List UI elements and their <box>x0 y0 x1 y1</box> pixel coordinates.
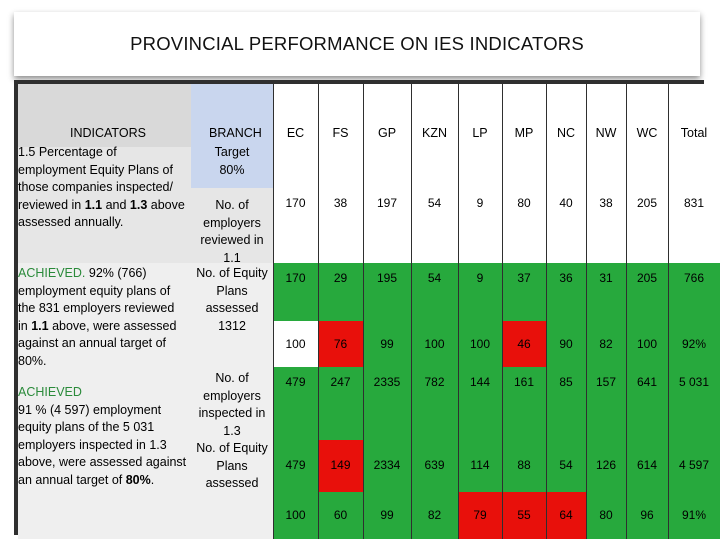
value-cell-inspected: 85 <box>546 367 586 440</box>
column-header-nw: NW <box>586 84 626 148</box>
value-cell-pct1: 100 <box>273 321 318 367</box>
target-empty-cell <box>546 148 586 188</box>
value-cell-equity_assessed: 37 <box>502 263 546 321</box>
target-empty-cell <box>626 148 668 188</box>
target-empty-cell <box>586 148 626 188</box>
column-header-lp: LP <box>458 84 502 148</box>
value-cell-pct1: 90 <box>546 321 586 367</box>
value-cell-pct1: 100 <box>411 321 458 367</box>
grid-line <box>546 84 547 539</box>
column-header-ec: EC <box>273 84 318 148</box>
slide-title: PROVINCIAL PERFORMANCE ON IES INDICATORS <box>130 33 584 54</box>
title-box <box>14 12 700 76</box>
column-header-gp: GP <box>363 84 411 148</box>
value-cell-pct1: 99 <box>363 321 411 367</box>
value-cell-pct2: 60 <box>318 492 363 539</box>
value-cell-inspected: 479 <box>273 367 318 440</box>
value-cell-pct2: 55 <box>502 492 546 539</box>
grid-line <box>502 84 503 539</box>
branch-reviewed-label: No. of employers reviewed in 1.1 <box>200 198 264 265</box>
value-cell-equity_assessed: 31 <box>586 263 626 321</box>
achieved1-text: ACHIEVED. 92% (766) employment equity plans of the 831 employers reviewed in 1.1 above, were assessed against an annual target of 80%. <box>18 266 177 368</box>
grid-line <box>626 84 627 539</box>
value-cell-equity_assessed: 195 <box>363 263 411 321</box>
value-cell-pct2: 80 <box>586 492 626 539</box>
achieved2-text: ACHIEVED 91 % (4 597) employment equity plans of the 5 031 employers inspected in 1.3 above, were assessed against an annual target of 80%. <box>18 385 187 487</box>
grid-line <box>273 84 274 539</box>
value-cell-reviewed: 38 <box>586 188 626 263</box>
value-cell-pct1: 92% <box>668 321 720 367</box>
value-cell-pct1: 82 <box>586 321 626 367</box>
value-cell-inspected: 782 <box>411 367 458 440</box>
value-cell-pct2: 99 <box>363 492 411 539</box>
value-cell-pct2: 100 <box>273 492 318 539</box>
value-cell-inspected: 157 <box>586 367 626 440</box>
grid-line <box>668 84 669 539</box>
value-cell-reviewed: 170 <box>273 188 318 263</box>
target-empty-cell <box>363 148 411 188</box>
value-cell-equity_assessed2: 114 <box>458 440 502 492</box>
value-cell-equity_assessed: 54 <box>411 263 458 321</box>
value-cell-pct1: 46 <box>502 321 546 367</box>
value-cell-reviewed: 54 <box>411 188 458 263</box>
value-cell-inspected: 2335 <box>363 367 411 440</box>
target-empty-cell <box>668 148 720 188</box>
target-empty-cell <box>273 148 318 188</box>
value-cell-equity_assessed2: 4 597 <box>668 440 720 492</box>
column-header-wc: WC <box>626 84 668 148</box>
grid-line <box>458 84 459 539</box>
value-cell-inspected: 5 031 <box>668 367 720 440</box>
value-cell-equity_assessed2: 88 <box>502 440 546 492</box>
branch-equity-label: No. of Equity Plans assessed 1312 <box>196 266 268 333</box>
value-cell-reviewed: 197 <box>363 188 411 263</box>
grid-line <box>586 84 587 539</box>
value-cell-equity_assessed2: 614 <box>626 440 668 492</box>
indicators-header: INDICATORS <box>70 126 146 140</box>
value-cell-pct1: 76 <box>318 321 363 367</box>
column-header-mp: MP <box>502 84 546 148</box>
target-empty-cell <box>502 148 546 188</box>
value-cell-equity_assessed: 29 <box>318 263 363 321</box>
value-cell-inspected: 247 <box>318 367 363 440</box>
value-cell-pct2: 64 <box>546 492 586 539</box>
column-header-nc: NC <box>546 84 586 148</box>
value-cell-equity_assessed2: 2334 <box>363 440 411 492</box>
value-cell-equity_assessed2: 639 <box>411 440 458 492</box>
value-cell-equity_assessed: 9 <box>458 263 502 321</box>
value-cell-pct1: 100 <box>626 321 668 367</box>
value-cell-pct1: 100 <box>458 321 502 367</box>
value-cell-equity_assessed: 170 <box>273 263 318 321</box>
indicator-description: 1.5 Percentage of employment Equity Plans of those companies inspected/ reviewed in 1.1 and 1.3 above assessed annually. <box>18 145 185 229</box>
column-header-kzn: KZN <box>411 84 458 148</box>
value-cell-reviewed: 80 <box>502 188 546 263</box>
value-cell-reviewed: 9 <box>458 188 502 263</box>
value-cell-pct2: 91% <box>668 492 720 539</box>
grid-line <box>318 84 319 539</box>
grid-line <box>411 84 412 539</box>
value-cell-pct2: 82 <box>411 492 458 539</box>
column-header-fs: FS <box>318 84 363 148</box>
target-label: Target 80% <box>214 145 250 177</box>
value-cell-inspected: 144 <box>458 367 502 440</box>
value-cell-reviewed: 831 <box>668 188 720 263</box>
value-cell-equity_assessed2: 126 <box>586 440 626 492</box>
value-cell-inspected: 641 <box>626 367 668 440</box>
value-cell-reviewed: 40 <box>546 188 586 263</box>
branch-inspected-label: No. of employers inspected in 1.3 No. of Equity Plans assessed <box>196 371 268 490</box>
value-cell-equity_assessed: 766 <box>668 263 720 321</box>
value-cell-reviewed: 205 <box>626 188 668 263</box>
value-cell-equity_assessed: 36 <box>546 263 586 321</box>
value-cell-pct2: 79 <box>458 492 502 539</box>
value-cell-equity_assessed2: 149 <box>318 440 363 492</box>
target-empty-cell <box>318 148 363 188</box>
value-cell-equity_assessed2: 54 <box>546 440 586 492</box>
value-cell-equity_assessed: 205 <box>626 263 668 321</box>
target-empty-cell <box>411 148 458 188</box>
value-cell-reviewed: 38 <box>318 188 363 263</box>
value-cell-inspected: 161 <box>502 367 546 440</box>
column-header-total: Total <box>668 84 720 148</box>
grid-line <box>363 84 364 539</box>
branch-header: BRANCH <box>209 126 262 140</box>
value-cell-pct2: 96 <box>626 492 668 539</box>
value-cell-equity_assessed2: 479 <box>273 440 318 492</box>
target-empty-cell <box>458 148 502 188</box>
